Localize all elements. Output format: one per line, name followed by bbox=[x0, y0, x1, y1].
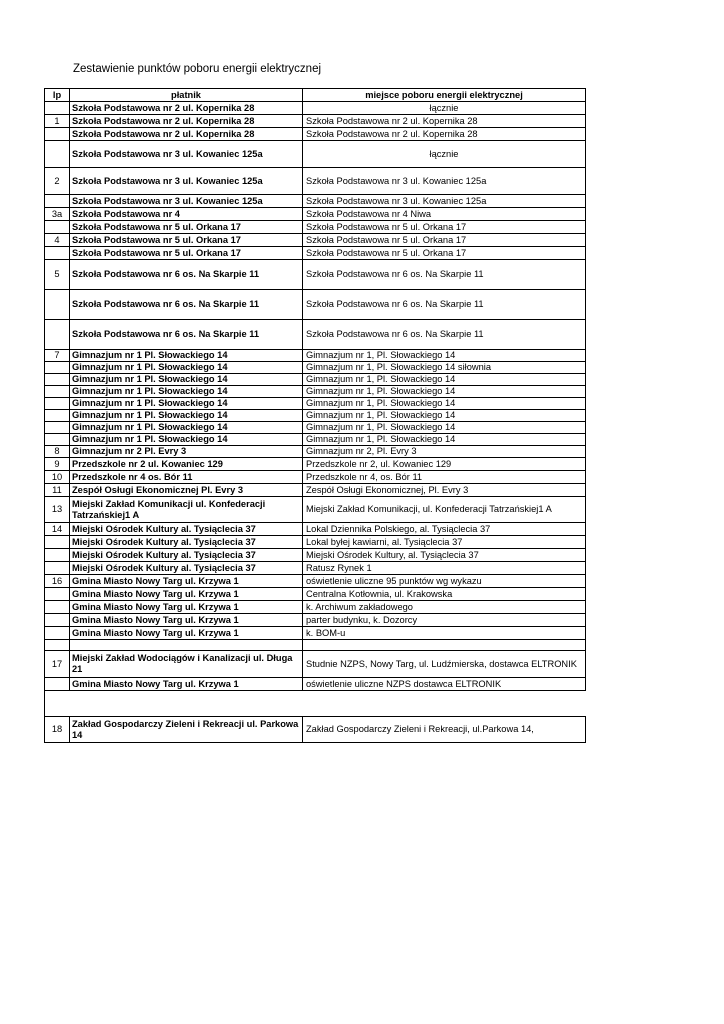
platnik-cell: Szkoła Podstawowa nr 3 ul. Kowaniec 125a bbox=[70, 168, 303, 195]
miejsce-cell: Szkoła Podstawowa nr 2 ul. Kopernika 28 bbox=[303, 128, 586, 141]
platnik-cell: Gmina Miasto Nowy Targ ul. Krzywa 1 bbox=[70, 601, 303, 614]
table-row bbox=[45, 716, 586, 743]
lp-cell bbox=[45, 601, 70, 614]
table-row bbox=[45, 115, 586, 128]
platnik-cell: Gimnazjum nr 1 Pl. Słowackiego 14 bbox=[70, 434, 303, 446]
lp-cell bbox=[45, 434, 70, 446]
table-row bbox=[45, 386, 586, 398]
platnik-cell: Gimnazjum nr 1 Pl. Słowackiego 14 bbox=[70, 350, 303, 362]
miejsce-cell: Gimnazjum nr 1, Pl. Słowackiego 14 bbox=[303, 386, 586, 398]
lp-cell bbox=[45, 627, 70, 640]
table-row bbox=[45, 562, 586, 575]
table-row bbox=[45, 320, 586, 350]
table-row bbox=[45, 247, 586, 260]
lp-cell: 11 bbox=[45, 484, 70, 497]
miejsce-cell: Lokal Dziennika Polskiego, al. Tysiąclecia 37 bbox=[303, 523, 586, 536]
miejsce-cell: Studnie NZPS, Nowy Targ, ul. Ludźmierska, dostawca ELTRONIK bbox=[303, 651, 586, 678]
platnik-cell: Szkoła Podstawowa nr 4 bbox=[70, 208, 303, 221]
platnik-cell: Szkoła Podstawowa nr 3 ul. Kowaniec 125a bbox=[70, 195, 303, 208]
miejsce-cell: Gimnazjum nr 1, Pl. Słowackiego 14 bbox=[303, 434, 586, 446]
lp-cell: 14 bbox=[45, 523, 70, 536]
platnik-cell: Miejski Ośrodek Kultury al. Tysiąclecia 37 bbox=[70, 562, 303, 575]
table-row bbox=[45, 484, 586, 497]
miejsce-cell: Gimnazjum nr 1, Pl. Słowackiego 14 bbox=[303, 350, 586, 362]
lp-cell: 2 bbox=[45, 168, 70, 195]
platnik-cell: Gimnazjum nr 1 Pl. Słowackiego 14 bbox=[70, 422, 303, 434]
platnik-cell bbox=[70, 640, 303, 651]
table-row bbox=[45, 362, 586, 374]
lp-cell: 9 bbox=[45, 458, 70, 471]
lp-cell bbox=[45, 195, 70, 208]
miejsce-cell: Szkoła Podstawowa nr 3 ul. Kowaniec 125a bbox=[303, 195, 586, 208]
miejsce-cell bbox=[303, 640, 586, 651]
table-row bbox=[45, 434, 586, 446]
table-row bbox=[45, 422, 586, 434]
lp-cell: 1 bbox=[45, 115, 70, 128]
platnik-cell: Gimnazjum nr 1 Pl. Słowackiego 14 bbox=[70, 362, 303, 374]
miejsce-cell: oświetlenie uliczne 95 punktów wg wykazu bbox=[303, 575, 586, 588]
platnik-cell: Miejski Ośrodek Kultury al. Tysiąclecia 37 bbox=[70, 536, 303, 549]
lp-cell: 10 bbox=[45, 471, 70, 484]
miejsce-cell: parter budynku, k. Dozorcy bbox=[303, 614, 586, 627]
lp-cell: 5 bbox=[45, 260, 70, 290]
platnik-cell: Gmina Miasto Nowy Targ ul. Krzywa 1 bbox=[70, 614, 303, 627]
miejsce-cell: Gimnazjum nr 1, Pl. Słowackiego 14 bbox=[303, 410, 586, 422]
table-row bbox=[45, 536, 586, 549]
lp-cell bbox=[45, 640, 70, 651]
lp-cell: 8 bbox=[45, 446, 70, 458]
table-row bbox=[45, 260, 586, 290]
lp-cell bbox=[45, 562, 70, 575]
table-row bbox=[45, 458, 586, 471]
miejsce-cell: Szkoła Podstawowa nr 6 os. Na Skarpie 11 bbox=[303, 260, 586, 290]
table-gap bbox=[45, 691, 586, 716]
platnik-cell: Szkoła Podstawowa nr 5 ul. Orkana 17 bbox=[70, 234, 303, 247]
platnik-cell: Szkoła Podstawowa nr 2 ul. Kopernika 28 bbox=[70, 115, 303, 128]
platnik-cell: Przedszkole nr 4 os. Bór 11 bbox=[70, 471, 303, 484]
lp-cell: 16 bbox=[45, 575, 70, 588]
platnik-cell: Gimnazjum nr 1 Pl. Słowackiego 14 bbox=[70, 386, 303, 398]
miejsce-cell: Szkoła Podstawowa nr 6 os. Na Skarpie 11 bbox=[303, 320, 586, 350]
lp-cell bbox=[45, 141, 70, 168]
lp-cell bbox=[45, 678, 70, 691]
platnik-cell: Szkoła Podstawowa nr 2 ul. Kopernika 28 bbox=[70, 102, 303, 115]
miejsce-cell: Szkoła Podstawowa nr 5 ul. Orkana 17 bbox=[303, 221, 586, 234]
miejsce-cell: Zespół Osługi Ekonomicznej, Pl. Evry 3 bbox=[303, 484, 586, 497]
lp-cell bbox=[45, 422, 70, 434]
miejsce-cell: Szkoła Podstawowa nr 6 os. Na Skarpie 11 bbox=[303, 290, 586, 320]
platnik-cell: Szkoła Podstawowa nr 6 os. Na Skarpie 11 bbox=[70, 320, 303, 350]
table-header-row bbox=[45, 89, 586, 102]
table-row bbox=[45, 141, 586, 168]
lp-cell bbox=[45, 128, 70, 141]
lp-cell bbox=[45, 102, 70, 115]
lp-cell bbox=[45, 549, 70, 562]
page-title: Zestawienie punktów poboru energii elektrycznej bbox=[73, 63, 322, 75]
miejsce-cell: Szkoła Podstawowa nr 2 ul. Kopernika 28 bbox=[303, 115, 586, 128]
table-row bbox=[45, 627, 586, 640]
miejsce-cell: oświetlenie uliczne NZPS dostawca ELTRONIK bbox=[303, 678, 586, 691]
table-row bbox=[45, 549, 586, 562]
platnik-cell: Gmina Miasto Nowy Targ ul. Krzywa 1 bbox=[70, 575, 303, 588]
miejsce-cell: Zakład Gospodarczy Zieleni i Rekreacji, ul.Parkowa 14, bbox=[303, 716, 586, 743]
table-row bbox=[45, 497, 586, 523]
table-row bbox=[45, 446, 586, 458]
table-row bbox=[45, 221, 586, 234]
table-row bbox=[45, 128, 586, 141]
lp-cell bbox=[45, 536, 70, 549]
table-row bbox=[45, 374, 586, 386]
table-row bbox=[45, 208, 586, 221]
miejsce-cell: Gimnazjum nr 1, Pl. Słowackiego 14 bbox=[303, 398, 586, 410]
miejsce-cell: Gimnazjum nr 2, Pl. Evry 3 bbox=[303, 446, 586, 458]
miejsce-cell: Szkoła Podstawowa nr 3 ul. Kowaniec 125a bbox=[303, 168, 586, 195]
lp-cell bbox=[45, 614, 70, 627]
miejsce-cell: Szkoła Podstawowa nr 5 ul. Orkana 17 bbox=[303, 247, 586, 260]
miejsce-cell: Lokal byłej kawiarni, al. Tysiąclecia 37 bbox=[303, 536, 586, 549]
miejsce-cell: Ratusz Rynek 1 bbox=[303, 562, 586, 575]
platnik-cell: Gmina Miasto Nowy Targ ul. Krzywa 1 bbox=[70, 588, 303, 601]
table-row bbox=[45, 678, 586, 691]
platnik-cell: Gimnazjum nr 1 Pl. Słowackiego 14 bbox=[70, 410, 303, 422]
miejsce-cell: k. BOM-u bbox=[303, 627, 586, 640]
miejsce-cell: łącznie bbox=[303, 102, 586, 115]
miejsce-cell: k. Archiwum zakładowego bbox=[303, 601, 586, 614]
lp-cell bbox=[45, 398, 70, 410]
platnik-cell: Szkoła Podstawowa nr 6 os. Na Skarpie 11 bbox=[70, 260, 303, 290]
header-miejsce: miejsce poboru energii elektrycznej bbox=[303, 89, 586, 102]
table-row bbox=[45, 234, 586, 247]
miejsce-cell: Centralna Kotłownia, ul. Krakowska bbox=[303, 588, 586, 601]
lp-cell bbox=[45, 410, 70, 422]
lp-cell: 17 bbox=[45, 651, 70, 678]
miejsce-cell: Miejski Ośrodek Kultury, al. Tysiąclecia 37 bbox=[303, 549, 586, 562]
platnik-cell: Gmina Miasto Nowy Targ ul. Krzywa 1 bbox=[70, 678, 303, 691]
header-lp: lp bbox=[45, 89, 70, 102]
lp-cell: 4 bbox=[45, 234, 70, 247]
table-row bbox=[45, 398, 586, 410]
miejsce-cell: Szkoła Podstawowa nr 5 ul. Orkana 17 bbox=[303, 234, 586, 247]
lp-cell bbox=[45, 374, 70, 386]
table-row bbox=[45, 290, 586, 320]
lp-cell bbox=[45, 290, 70, 320]
table-row bbox=[45, 523, 586, 536]
platnik-cell: Szkoła Podstawowa nr 6 os. Na Skarpie 11 bbox=[70, 290, 303, 320]
table-row bbox=[45, 350, 586, 362]
miejsce-cell: Miejski Zakład Komunikacji, ul. Konfederacji Tatrzańskiej1 A bbox=[303, 497, 586, 523]
miejsce-cell: Szkoła Podstawowa nr 4 Niwa bbox=[303, 208, 586, 221]
platnik-cell: Gimnazjum nr 1 Pl. Słowackiego 14 bbox=[70, 398, 303, 410]
table-row bbox=[45, 601, 586, 614]
header-platnik: płatnik bbox=[70, 89, 303, 102]
table-empty-row bbox=[45, 640, 586, 651]
platnik-cell: Miejski Ośrodek Kultury al. Tysiąclecia 37 bbox=[70, 549, 303, 562]
platnik-cell: Gimnazjum nr 2 Pl. Evry 3 bbox=[70, 446, 303, 458]
platnik-cell: Szkoła Podstawowa nr 2 ul. Kopernika 28 bbox=[70, 128, 303, 141]
table-row bbox=[45, 588, 586, 601]
table-row bbox=[45, 471, 586, 484]
platnik-cell: Miejski Ośrodek Kultury al. Tysiąclecia 37 bbox=[70, 523, 303, 536]
lp-cell: 7 bbox=[45, 350, 70, 362]
lp-cell bbox=[45, 221, 70, 234]
table-row bbox=[45, 168, 586, 195]
table-body bbox=[45, 102, 586, 743]
platnik-cell: Zespół Osługi Ekonomicznej Pl. Evry 3 bbox=[70, 484, 303, 497]
lp-cell bbox=[45, 386, 70, 398]
platnik-cell: Szkoła Podstawowa nr 3 ul. Kowaniec 125a bbox=[70, 141, 303, 168]
platnik-cell: Gimnazjum nr 1 Pl. Słowackiego 14 bbox=[70, 374, 303, 386]
miejsce-cell: Przedszkole nr 2, ul. Kowaniec 129 bbox=[303, 458, 586, 471]
platnik-cell: Zakład Gospodarczy Zieleni i Rekreacji ul. Parkowa 14 bbox=[70, 716, 303, 743]
platnik-cell: Szkoła Podstawowa nr 5 ul. Orkana 17 bbox=[70, 221, 303, 234]
table-row bbox=[45, 614, 586, 627]
miejsce-cell: Przedszkole nr 4, os. Bór 11 bbox=[303, 471, 586, 484]
lp-cell: 13 bbox=[45, 497, 70, 523]
platnik-cell: Przedszkole nr 2 ul. Kowaniec 129 bbox=[70, 458, 303, 471]
miejsce-cell: Gimnazjum nr 1, Pl. Słowackiego 14 bbox=[303, 374, 586, 386]
platnik-cell: Miejski Zakład Wodociągów i Kanalizacji ul. Długa 21 bbox=[70, 651, 303, 678]
lp-cell: 18 bbox=[45, 716, 70, 743]
table-row bbox=[45, 195, 586, 208]
lp-cell bbox=[45, 362, 70, 374]
miejsce-cell: łącznie bbox=[303, 141, 586, 168]
energy-points-table bbox=[44, 88, 586, 743]
miejsce-cell: Gimnazjum nr 1, Pl. Słowackiego 14 bbox=[303, 422, 586, 434]
table-row bbox=[45, 575, 586, 588]
lp-cell bbox=[45, 320, 70, 350]
lp-cell bbox=[45, 247, 70, 260]
table-row bbox=[45, 410, 586, 422]
platnik-cell: Miejski Zakład Komunikacji ul. Konfederacji Tatrzańskiej1 A bbox=[70, 497, 303, 523]
platnik-cell: Szkoła Podstawowa nr 5 ul. Orkana 17 bbox=[70, 247, 303, 260]
table-row bbox=[45, 102, 586, 115]
lp-cell bbox=[45, 588, 70, 601]
lp-cell: 3a bbox=[45, 208, 70, 221]
miejsce-cell: Gimnazjum nr 1, Pl. Słowackiego 14 siłownia bbox=[303, 362, 586, 374]
table-row bbox=[45, 651, 586, 678]
platnik-cell: Gmina Miasto Nowy Targ ul. Krzywa 1 bbox=[70, 627, 303, 640]
